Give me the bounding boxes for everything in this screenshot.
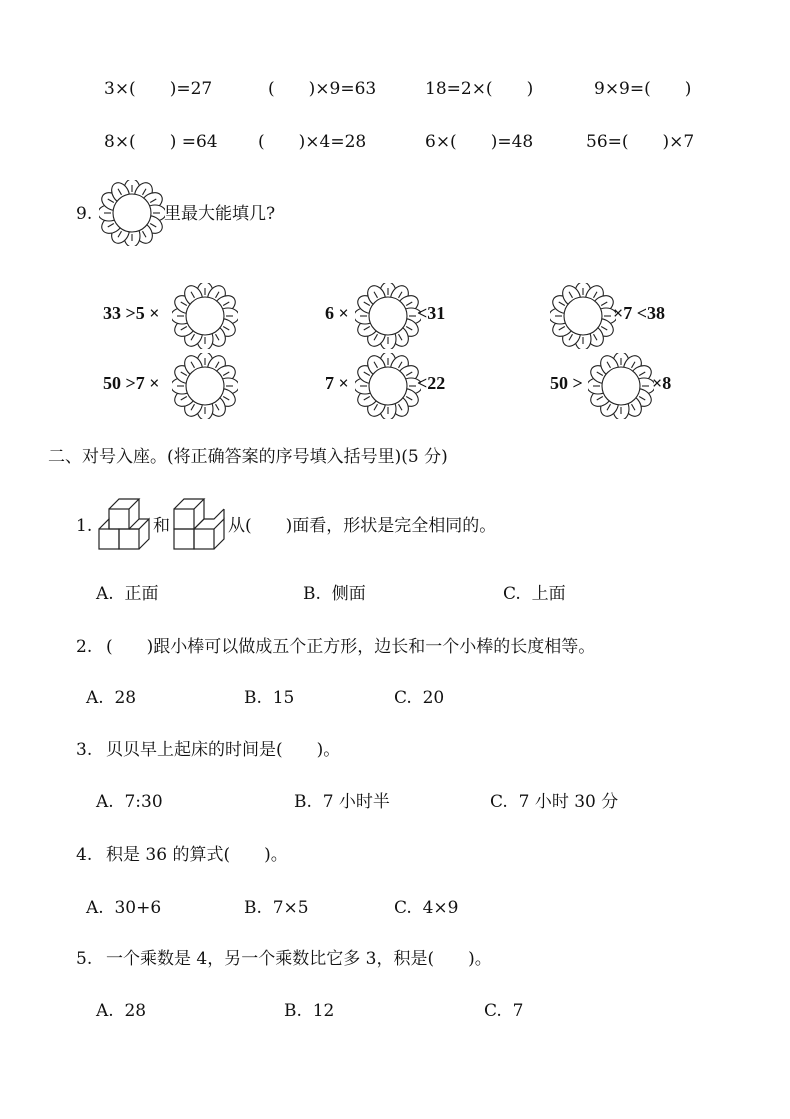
- inequality-text: 50 >7 ×: [103, 373, 160, 393]
- option: C. 4×9: [394, 898, 459, 918]
- question-text: ( )跟小棒可以做成五个正方形，边长和一个小棒的长度相等。: [106, 637, 596, 657]
- fill-item: ( )×4=28: [258, 132, 367, 152]
- question-number: 3.: [76, 740, 93, 760]
- inequality-text: 50 >: [550, 373, 583, 393]
- question-text: 贝贝早上起床的时间是( )。: [106, 740, 341, 760]
- cube-stack-icon: [172, 497, 228, 552]
- option: C. 7 小时 30 分: [490, 792, 619, 812]
- flower-icon: [172, 283, 238, 353]
- question-text: 一个乘数是 4，另一个乘数比它多 3，积是( )。: [106, 949, 492, 969]
- option: B. 7 小时半: [294, 792, 390, 812]
- flower-icon: [550, 283, 616, 353]
- option: A. 正面: [96, 584, 159, 604]
- inequality-text: 7 ×: [325, 373, 349, 393]
- option: A. 28: [96, 1001, 147, 1021]
- question-text: 积是 36 的算式( )。: [106, 845, 288, 865]
- fill-item: 18=2×( ): [425, 79, 534, 99]
- option: C. 7: [484, 1001, 524, 1021]
- fill-item: ( )×9=63: [268, 79, 377, 99]
- question-number: 4.: [76, 845, 93, 865]
- inequality-text: ×7 <38: [613, 303, 666, 323]
- fill-item: 6×( )=48: [425, 132, 534, 152]
- flower-icon: [355, 283, 421, 353]
- question-text: 从( )面看，形状是完全相同的。: [228, 516, 497, 536]
- fill-item: 3×( )=27: [104, 79, 213, 99]
- question-number: 1.: [76, 516, 93, 536]
- inequality-text: <31: [417, 303, 446, 323]
- flower-icon: [172, 353, 238, 423]
- inequality-text: 33 >5 ×: [103, 303, 160, 323]
- fill-item: 8×( ) =64: [104, 132, 218, 152]
- section-title: 二、对号入座。(将正确答案的序号填入括号里)(5 分): [48, 447, 448, 467]
- option: A. 28: [86, 688, 137, 708]
- flower-icon: [588, 353, 654, 423]
- cube-stack-icon: [97, 497, 153, 552]
- option: B. 12: [284, 1001, 335, 1021]
- fill-item: 9×9=( ): [594, 79, 692, 99]
- question-number: 9.: [76, 204, 93, 224]
- inequality-text: 6 ×: [325, 303, 349, 323]
- option: A. 7:30: [96, 792, 163, 812]
- question-number: 5.: [76, 949, 93, 969]
- option: B. 7×5: [244, 898, 309, 918]
- question-number: 2.: [76, 637, 93, 657]
- option: B. 15: [244, 688, 295, 708]
- flower-icon: [355, 353, 421, 423]
- inequality-text: ×8: [652, 373, 672, 393]
- flower-icon: [99, 180, 165, 250]
- inequality-text: <22: [417, 373, 446, 393]
- fill-item: 56=( )×7: [586, 132, 695, 152]
- and-text: 和: [153, 516, 170, 536]
- question-prompt: 里最大能填几?: [164, 204, 276, 224]
- option: A. 30+6: [86, 898, 162, 918]
- option: C. 上面: [503, 584, 566, 604]
- option: C. 20: [394, 688, 445, 708]
- option: B. 侧面: [303, 584, 366, 604]
